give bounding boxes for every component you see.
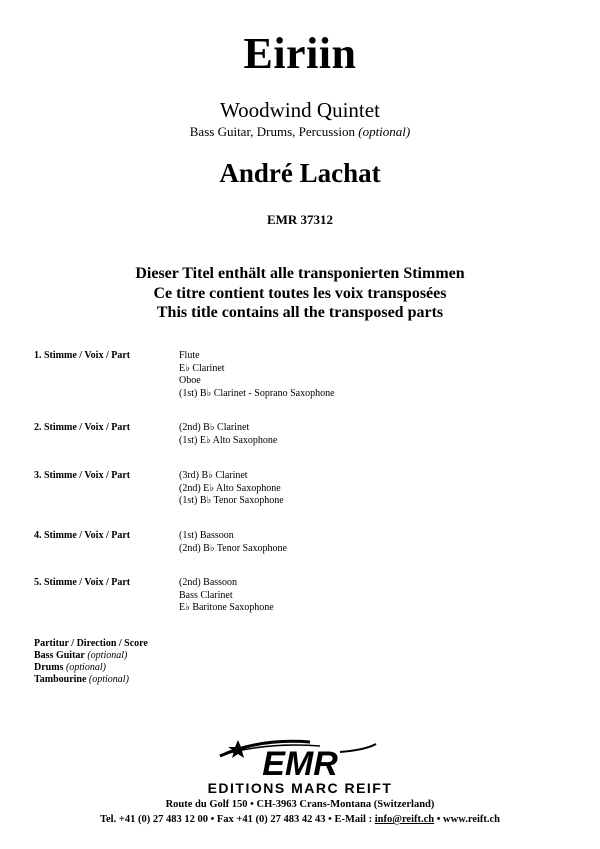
instrument-item: (1st) E♭ Alto Saxophone <box>179 434 278 446</box>
instrument-item: (2nd) E♭ Alto Saxophone <box>179 482 281 494</box>
part-instruments <box>179 530 287 555</box>
instrument-item: E♭ Clarinet <box>179 362 225 374</box>
instrument-item: Oboe <box>179 375 201 386</box>
instrument-item: (2nd) B♭ Tenor Saxophone <box>179 542 287 554</box>
instrument-item: (1st) Bassoon <box>179 530 234 541</box>
part-instruments <box>179 422 277 447</box>
optional-tag: (optional) <box>87 650 128 661</box>
composer-name: André Lachat <box>219 158 381 188</box>
instruments-list: Bass Guitar, Drums, Percussion <box>189 124 355 139</box>
instrument-item: E♭ Baritone Saxophone <box>179 602 274 613</box>
email-link[interactable]: info@reift.ch <box>374 814 435 825</box>
logo-publisher-name: EDITIONS MARC REIFT <box>207 780 393 796</box>
part-label: 2. Stimme / Voix / Part <box>34 422 131 433</box>
score-extras <box>34 638 148 686</box>
instrument-item: Flute <box>179 350 200 361</box>
emr-logo <box>200 736 400 796</box>
instrument-item: (2nd) Bassoon <box>179 577 238 588</box>
publisher-address: Route du Golf 150 • CH-3963 Crans-Montana (Switzerland) <box>165 799 435 810</box>
notice-french: Ce titre contient toutes les voix transposées <box>153 285 447 302</box>
tambourine-label: Tambourine <box>34 674 87 685</box>
ensemble-subtitle: Woodwind Quintet <box>220 98 380 122</box>
notice-english: This title contains all the transposed parts <box>156 304 444 321</box>
part-instruments <box>179 577 274 615</box>
logo-emr-text: EMR <box>262 745 338 783</box>
optional-note: (optional) <box>358 124 411 139</box>
drums-label: Drums <box>34 662 64 673</box>
instrument-item: (1st) B♭ Clarinet - Soprano Saxophone <box>179 387 335 399</box>
optional-tag: (optional) <box>88 674 129 685</box>
contact-phone-fax: Tel. +41 (0) 27 483 12 00 • Fax +41 (0) 27 483 42 43 • E-Mail : <box>99 814 375 825</box>
part-label: 1. Stimme / Voix / Part <box>34 350 131 361</box>
instrument-item: (3rd) B♭ Clarinet <box>179 470 248 481</box>
part-instruments <box>179 470 284 508</box>
publisher-contact <box>0 814 600 825</box>
instrument-item: Bass Clarinet <box>179 589 233 601</box>
part-label: 5. Stimme / Voix / Part <box>34 577 131 588</box>
score-label: Partitur / Direction / Score <box>34 638 148 649</box>
notice-german: Dieser Titel enthält alle transponierten Stimmen <box>135 265 465 282</box>
catalog-number: EMR 37312 <box>266 212 334 227</box>
additional-instruments <box>0 124 600 140</box>
part-label: 3. Stimme / Voix / Part <box>34 470 131 481</box>
website-text: • www.reift.ch <box>434 814 501 825</box>
score-title: Eiriin <box>243 29 357 78</box>
optional-tag: (optional) <box>65 662 106 673</box>
instrument-item: (1st) B♭ Tenor Saxophone <box>179 495 284 506</box>
bass-guitar-label: Bass Guitar <box>34 650 85 661</box>
instrument-item: (2nd) B♭ Clarinet <box>179 422 250 433</box>
part-label: 4. Stimme / Voix / Part <box>34 530 131 541</box>
part-instruments <box>179 350 335 400</box>
